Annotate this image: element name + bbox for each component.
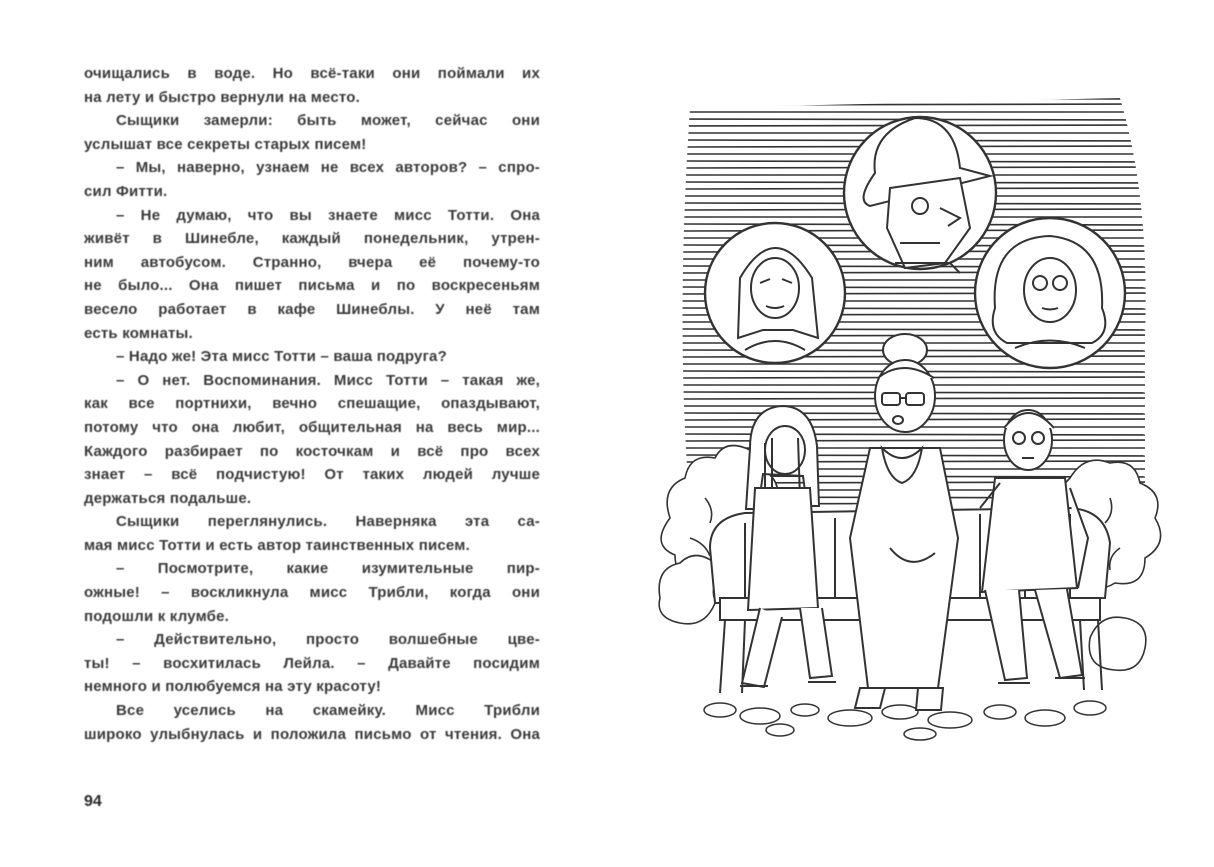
text-line: подошли к клумбе. [84, 607, 230, 625]
text-line: как все портнихи, вечно спешащие, опаздывают, [84, 395, 540, 413]
illustration [650, 78, 1170, 748]
text-line: – Мы, наверно, узнаем не всех авторов? – спро- [116, 159, 540, 177]
text-line: широко улыбнулась и положила письмо от чтения. Она [84, 725, 540, 743]
text-line: мая мисс Тотти и есть автор таинственных писем. [84, 536, 470, 554]
text-line: – Надо же! Эта мисс Тотти – ваша подруга? [116, 348, 447, 366]
text-line: – О нет. Воспоминания. Мисс Тотти – такая же, [116, 371, 540, 389]
text-line: Сыщики замерли: быть может, сейчас они [116, 112, 540, 130]
text-line: не было... Она пишет письма и по воскресеньям [84, 277, 540, 295]
text-line: сил Фитти. [84, 182, 168, 200]
text-line: немного и полюбуемся на эту красоту! [84, 678, 382, 696]
boy-figure [980, 410, 1088, 683]
text-line: ты! – восхитилась Лейла. – Давайте посидим [84, 654, 540, 672]
text-line: Сыщики переглянулись. Наверняка эта са- [116, 513, 540, 531]
text-line: потому что она любит, общительная на весь мир... [84, 418, 540, 436]
portrait-left [705, 223, 845, 363]
text-line: Все уселись на скамейку. Мисс Трибли [116, 702, 540, 720]
text-line: держаться подальше. [84, 489, 252, 507]
portrait-right [975, 218, 1125, 368]
text-line: живёт в Шинебле, каждый понедельник, утрен- [84, 230, 540, 248]
text-line: есть комнаты. [84, 324, 193, 342]
text-line: знает – всё подчистую! От таких людей лучше [84, 466, 540, 484]
illustration-drawing [650, 78, 1170, 748]
woman-figure [850, 334, 958, 710]
page-number: 94 [84, 793, 102, 810]
hatch-line [680, 104, 1155, 105]
text-line: на лету и быстро вернули на место. [84, 88, 361, 106]
text-line: ожные! – воскликнула мисс Трибли, когда они [84, 584, 540, 602]
hatch-line [680, 98, 1155, 99]
text-line: Каждого разбирает по косточкам и всё про всех [84, 442, 540, 460]
portrait-center [844, 117, 996, 273]
text-line: – Посмотрите, какие изумительные пир- [116, 560, 540, 578]
text-line: ним автобусом. Странно, вчера её почему-то [84, 253, 540, 271]
text-line: весело работает в кафе Шинеблы. У неё там [84, 300, 540, 318]
text-column [84, 62, 540, 746]
text-line: – Действительно, просто волшебные цве- [116, 631, 540, 649]
text-line: услышат все секреты старых писем! [84, 135, 367, 153]
text-line: очищались в воде. Но всё-таки они поймали их [84, 65, 540, 82]
text-line: – Не думаю, что вы знаете мисс Тотти. Она [116, 206, 540, 224]
cobblestones [704, 701, 1106, 740]
